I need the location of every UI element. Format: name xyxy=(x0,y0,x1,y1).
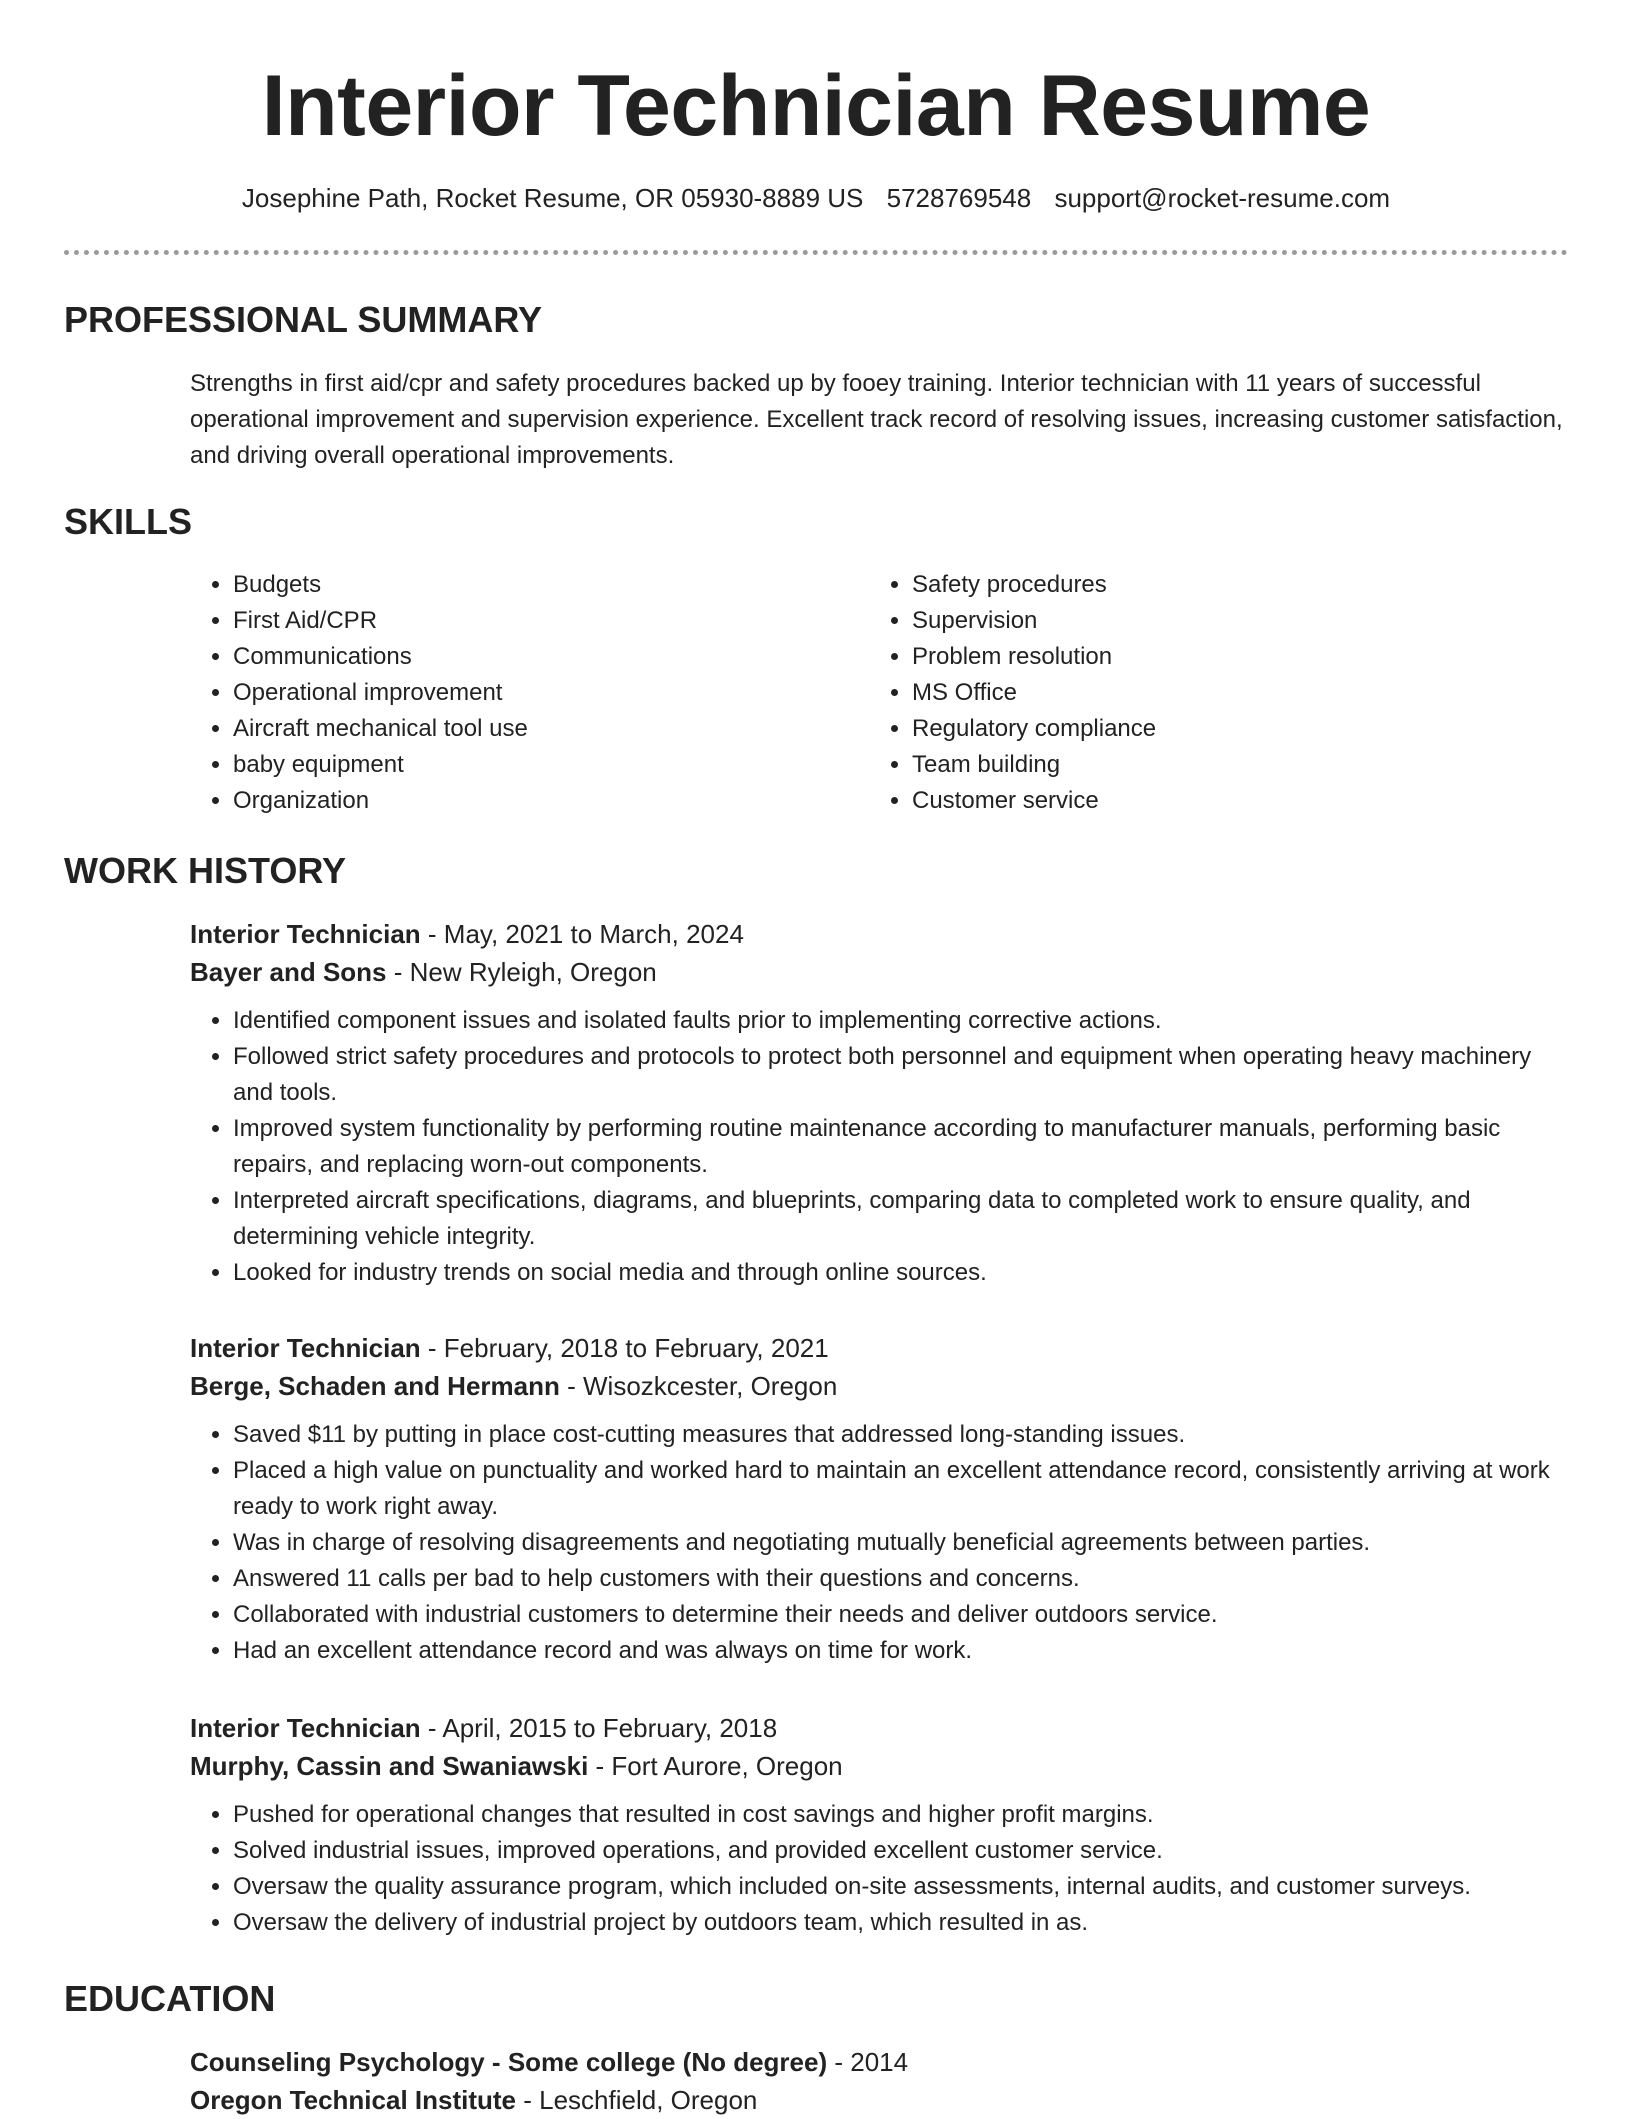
job-bullet: • Collaborated with industrial customers to determine their needs and deliver outdoors service. xyxy=(233,1597,1570,1633)
skill-item: • Budgets xyxy=(233,567,833,603)
job-title: Interior Technician xyxy=(190,1713,421,1743)
job-company-line xyxy=(190,953,1570,991)
job-entry xyxy=(190,1329,1570,1669)
contact-line xyxy=(0,180,1632,216)
summary-text: Strengths in first aid/cpr and safety procedures backed up by fooey training. Interior technician with 11 years of successful operational improvement and supervision experience. Excellent track record of resolving issues, increasing customer satisfaction, and driving overall operational improvements. xyxy=(190,370,1563,469)
job-bullet: • Saved $11 by putting in place cost-cutting measures that addressed long-standing issues. xyxy=(233,1417,1570,1453)
skill-item: • Problem resolution xyxy=(912,639,1512,675)
skill-item: • Communications xyxy=(233,639,833,675)
job-dates: - April, 2015 to February, 2018 xyxy=(420,1713,778,1743)
summary-heading: PROFESSIONAL SUMMARY xyxy=(64,299,543,340)
resume-title: Interior Technician Resume xyxy=(261,58,1371,154)
job-bullet: • Oversaw the delivery of industrial project by outdoors team, which resulted in as. xyxy=(233,1905,1570,1941)
skill-item: • MS Office xyxy=(912,675,1512,711)
job-bullet: • Was in charge of resolving disagreements and negotiating mutually beneficial agreements between parties. xyxy=(233,1525,1570,1561)
job-title-line xyxy=(190,1329,1570,1367)
job-bullets xyxy=(190,1003,1570,1291)
job-dates: - February, 2018 to February, 2021 xyxy=(420,1333,829,1363)
job-bullet: • Solved industrial issues, improved operations, and provided excellent customer service. xyxy=(233,1833,1570,1869)
job-entry xyxy=(190,915,1570,1291)
job-company-line xyxy=(190,1367,1570,1405)
contact-address: Josephine Path, Rocket Resume, OR 05930-8889 US xyxy=(241,183,864,213)
skill-item: • baby equipment xyxy=(233,747,833,783)
header-divider xyxy=(64,250,1568,255)
skill-item: • Organization xyxy=(233,783,833,819)
skill-item: • Customer service xyxy=(912,783,1512,819)
job-company: Murphy, Cassin and Swaniawski xyxy=(190,1751,589,1781)
job-location: - New Ryleigh, Oregon xyxy=(386,957,657,987)
job-title-line xyxy=(190,915,1570,953)
job-entry xyxy=(190,1709,1570,1941)
job-company-line xyxy=(190,1747,1570,1785)
job-bullets xyxy=(190,1797,1570,1941)
job-title: Interior Technician xyxy=(190,1333,421,1363)
job-bullet: • Looked for industry trends on social media and through online sources. xyxy=(233,1255,1570,1291)
education-degree-line xyxy=(190,2043,908,2081)
job-bullet: • Followed strict safety procedures and protocols to protect both personnel and equipment when operating heavy machinery and tools. xyxy=(233,1039,1570,1111)
job-dates: - May, 2021 to March, 2024 xyxy=(420,919,744,949)
skill-item: • Supervision xyxy=(912,603,1512,639)
skills-list-right xyxy=(869,567,1512,819)
education-school-line xyxy=(190,2081,757,2119)
education-degree: Counseling Psychology - Some college (No degree) xyxy=(190,2047,828,2077)
skill-item: • Team building xyxy=(912,747,1512,783)
job-bullet: • Oversaw the quality assurance program, which included on-site assessments, internal audits, and customer surveys. xyxy=(233,1869,1570,1905)
job-company: Bayer and Sons xyxy=(190,957,387,987)
job-bullet: • Improved system functionality by performing routine maintenance according to manufacturer manuals, performing basic repairs, and replacing worn-out components. xyxy=(233,1111,1570,1183)
skills-list-left xyxy=(190,567,833,819)
job-bullets xyxy=(190,1417,1570,1669)
contact-phone: 5728769548 xyxy=(886,183,1032,213)
job-company: Berge, Schaden and Hermann xyxy=(190,1371,560,1401)
skill-item: • Aircraft mechanical tool use xyxy=(233,711,833,747)
skill-item: • Regulatory compliance xyxy=(912,711,1512,747)
job-title: Interior Technician xyxy=(190,919,421,949)
education-heading: EDUCATION xyxy=(64,1978,276,2019)
job-title-line xyxy=(190,1709,1570,1747)
skills-heading: SKILLS xyxy=(64,501,193,542)
education-year: - 2014 xyxy=(827,2047,909,2077)
skill-item: • Operational improvement xyxy=(233,675,833,711)
education-school: Oregon Technical Institute xyxy=(190,2085,517,2115)
job-bullet: • Answered 11 calls per bad to help customers with their questions and concerns. xyxy=(233,1561,1570,1597)
work-history-heading: WORK HISTORY xyxy=(64,850,347,891)
job-location: - Wisozkcester, Oregon xyxy=(559,1371,838,1401)
skill-item: • Safety procedures xyxy=(912,567,1512,603)
job-bullet: • Pushed for operational changes that resulted in cost savings and higher profit margins. xyxy=(233,1797,1570,1833)
job-bullet: • Interpreted aircraft specifications, diagrams, and blueprints, comparing data to completed work to ensure quality, and determining vehicle integrity. xyxy=(233,1183,1570,1255)
job-bullet: • Identified component issues and isolated faults prior to implementing corrective actions. xyxy=(233,1003,1570,1039)
education-location: - Leschfield, Oregon xyxy=(516,2085,758,2115)
skill-item: • First Aid/CPR xyxy=(233,603,833,639)
job-bullet: • Had an excellent attendance record and was always on time for work. xyxy=(233,1633,1570,1669)
job-bullet: • Placed a high value on punctuality and worked hard to maintain an excellent attendance record, consistently arriving at work ready to work right away. xyxy=(233,1453,1570,1525)
job-location: - Fort Aurore, Oregon xyxy=(588,1751,843,1781)
contact-email: support@rocket-resume.com xyxy=(1054,183,1391,213)
